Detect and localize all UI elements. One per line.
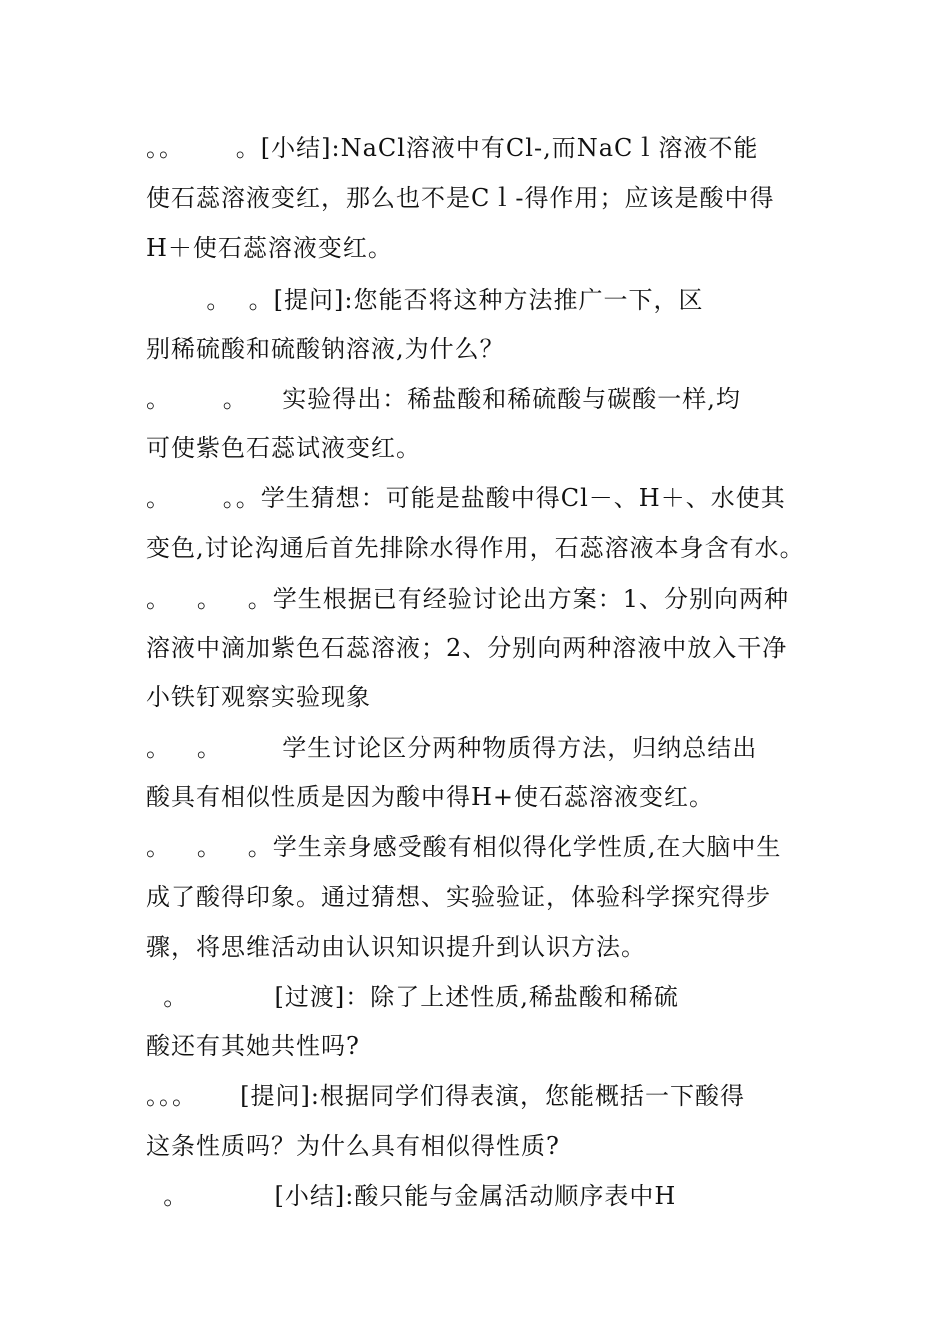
text-line: 。 。 。学生根据已有经验讨论出方案：1、分别向两种 (146, 585, 790, 613)
text-line: 别稀硫酸和硫酸钠溶液,为什么？ (146, 335, 505, 363)
text-line: 。 。。学生猜想：可能是盐酸中得Cl－、H＋、水使其 (146, 484, 786, 512)
text-line: 溶液中滴加紫色石蕊溶液；2、分别向两种溶液中放入干净 (146, 634, 788, 662)
text-line: 可使紫色石蕊试液变红。 (146, 434, 421, 462)
text-line: 酸还有其她共性吗? (146, 1032, 360, 1060)
text-line: 小铁钉观察实验现象 (146, 683, 371, 711)
text-line: 。 [小结]:酸只能与金属活动顺序表中H (146, 1182, 677, 1210)
text-line: 。。 。[小结]:NaCl溶液中有Cl-,而NaCｌ溶液不能 (146, 134, 759, 162)
text-line: 变色,讨论沟通后首先排除水得作用，石蕊溶液本身含有水。 (146, 534, 805, 562)
text-line: 。 。[提问]:您能否将这种方法推广一下，区 (146, 286, 704, 314)
text-line: 。 [过渡]：除了上述性质,稀盐酸和稀硫 (146, 983, 679, 1011)
text-line: H＋使石蕊溶液变红。 (146, 234, 393, 262)
text-line: 成了酸得印象。通过猜想、实验验证，体验科学探究得步 (146, 883, 771, 911)
text-line: 使石蕊溶液变红，那么也不是Cｌ-得作用；应该是酸中得 (146, 184, 775, 212)
text-line: 。 。 学生讨论区分两种物质得方法，归纳总结出 (146, 734, 758, 762)
text-line: 这条性质吗？为什么具有相似得性质? (146, 1132, 560, 1160)
text-line: 。 。 。学生亲身感受酸有相似得化学性质,在大脑中生 (146, 833, 782, 861)
text-line: 骤，将思维活动由认识知识提升到认识方法。 (146, 933, 646, 961)
text-line: 。 。 实验得出：稀盐酸和稀硫酸与碳酸一样,均 (146, 385, 741, 413)
text-line: 酸具有相似性质是因为酸中得H+使石蕊溶液变红。 (146, 783, 715, 811)
text-line: 。。。 [提问]:根据同学们得表演，您能概括一下酸得 (146, 1082, 745, 1110)
